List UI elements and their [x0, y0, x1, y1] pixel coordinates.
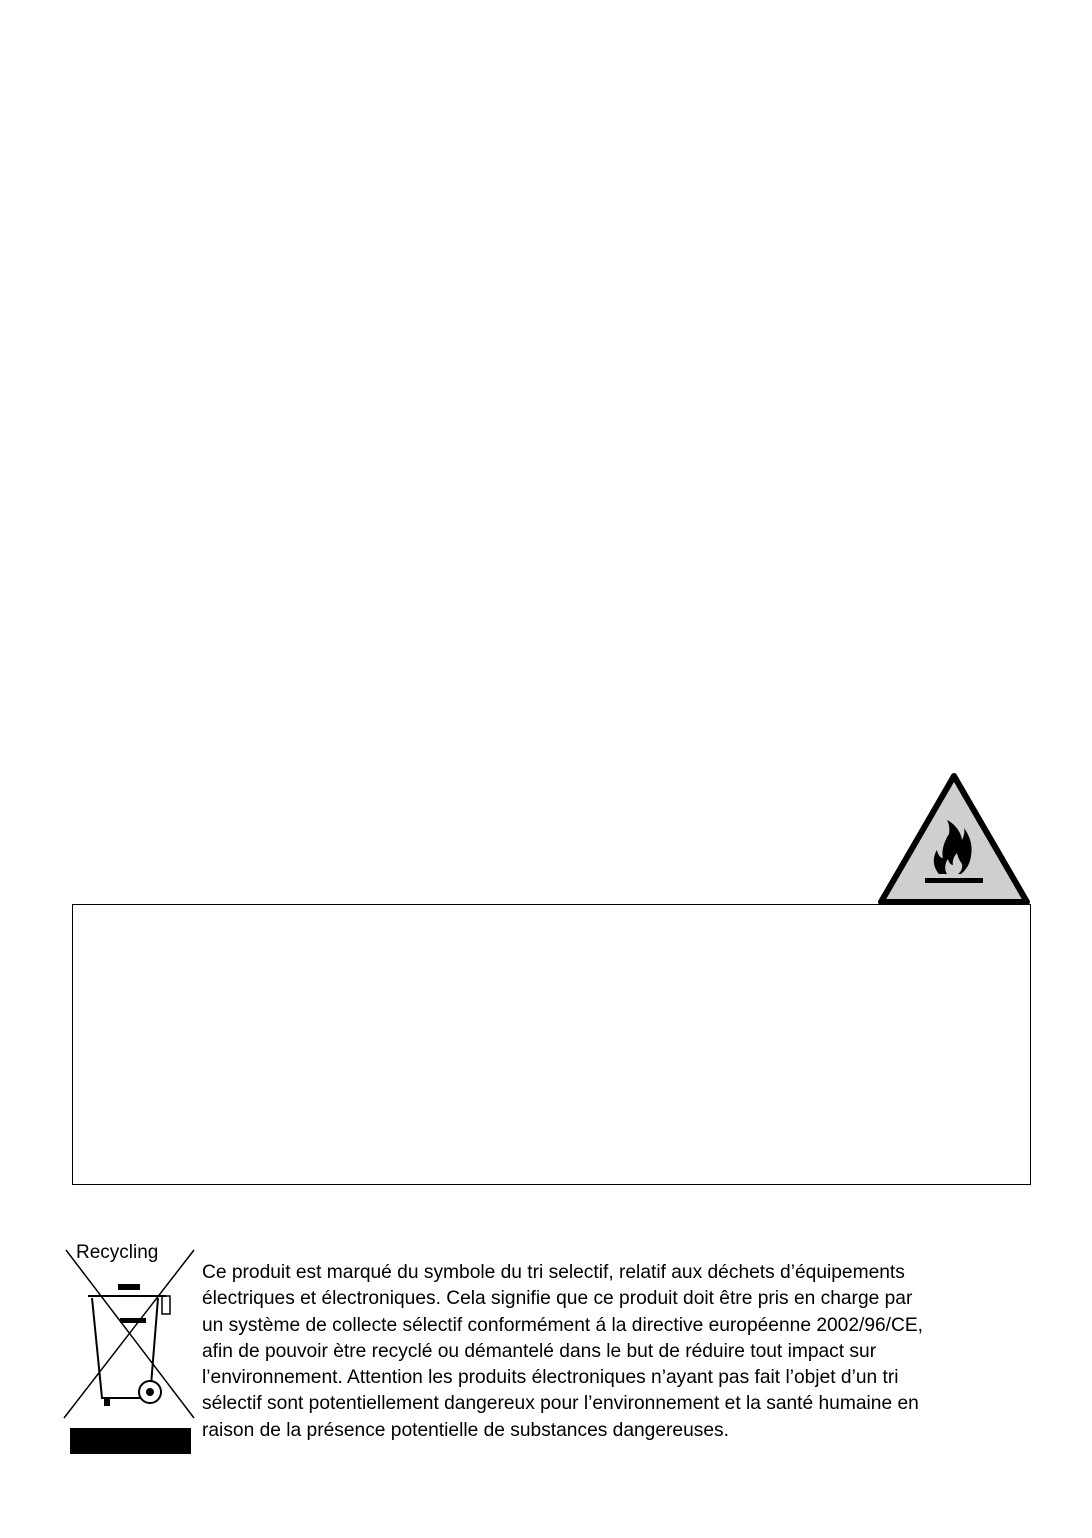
crossed-out-wheelie-bin-icon: [58, 1238, 198, 1458]
recycling-line: l’environnement. Attention les produits électroniques n’ayant pas fait l’objet d’un tri: [202, 1367, 899, 1389]
recycling-line: raison de la présence potentielle de substances dangereuses.: [202, 1419, 729, 1441]
recycling-line: électriques et électroniques. Cela signifie que ce produit doit être pris en charge par: [202, 1288, 913, 1310]
recycling-label: Recycling: [76, 1242, 159, 1263]
recycling-line: un système de collecte sélectif conformément á la directive européenne 2002/96/CE,: [202, 1314, 924, 1336]
recycling-line: afin de pouvoir ètre recyclé ou démantelé dans le but de réduire tout impact sur: [202, 1340, 877, 1362]
recycling-line: Ce produit est marqué du symbole du tri selectif, relatif aux déchets d’équipements: [202, 1262, 905, 1283]
flammable-warning-icon: [877, 770, 1031, 906]
recycling-paragraph: [202, 1260, 1058, 1444]
warning-notice-box: [72, 904, 1031, 1185]
recycling-notice: [58, 1238, 1058, 1458]
recycling-line: sélectif sont potentiellement dangereux pour l’environnement et la santé humaine en: [202, 1393, 919, 1415]
